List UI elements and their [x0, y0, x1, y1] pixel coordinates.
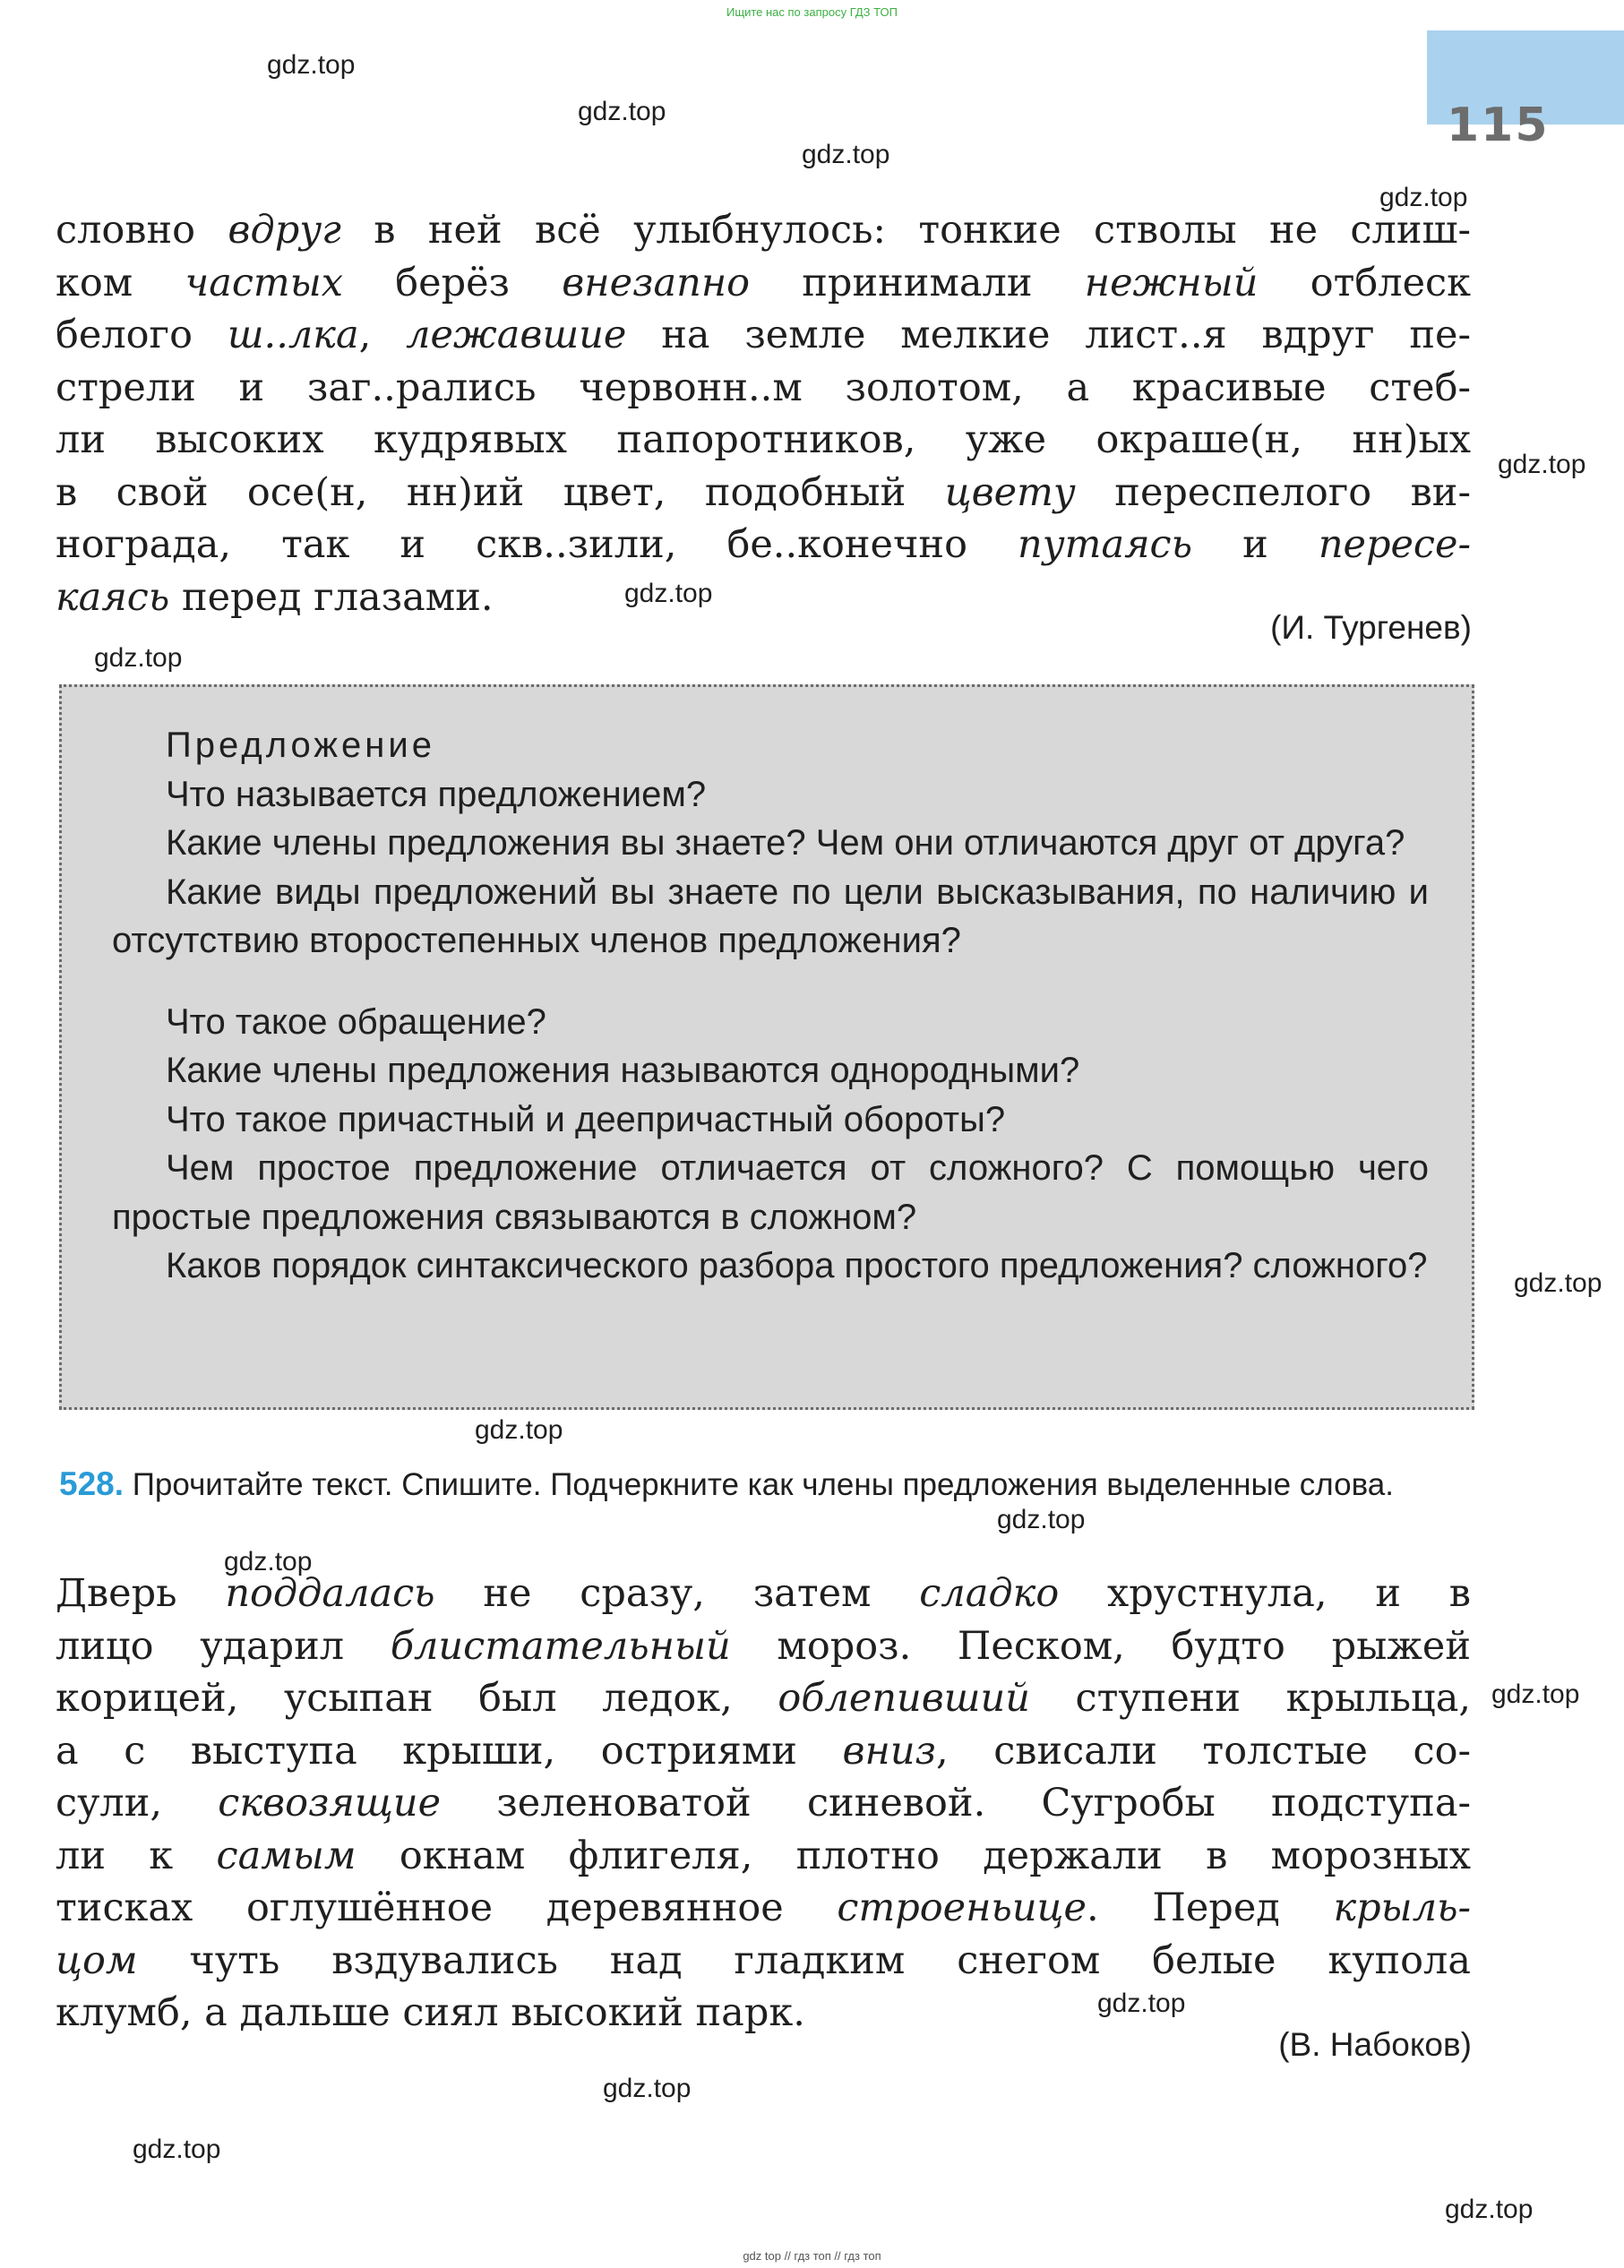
text-line: стрели и заг..рались червонн..м золотом, а красивые стеб-	[56, 365, 1471, 410]
watermark: gdz.top	[1379, 183, 1468, 212]
watermark: gdz.top	[267, 50, 356, 80]
rule-box-title: Предложение	[166, 726, 435, 765]
watermark: gdz.top	[224, 1547, 313, 1576]
text-line: а с выступа крыши, остриями вниз, свисали толстые со-	[56, 1728, 1471, 1774]
text-line: цом чуть вздувались над гладким снегом белые купола	[56, 1937, 1471, 1983]
rule-box	[59, 684, 1474, 1410]
text-line: в свой осе(н, нн)ий цвет, подобный цвету переспелого ви-	[56, 469, 1471, 515]
text-line: лицо ударил блистательный мороз. Песком, будто рыжей	[56, 1623, 1471, 1669]
watermark: gdz.top	[133, 2135, 221, 2164]
highlighted-word: нежный	[1084, 260, 1259, 305]
author-turgenev: (И. Тургенев)	[1270, 609, 1472, 646]
rule-question: Какие виды предложений вы знаете по цели высказывания, по наличию и отсутствию второстепенных членов предложения?	[112, 872, 1429, 960]
passage-nabokov	[56, 1568, 1471, 2040]
highlighted-word: ш..лка	[227, 313, 359, 357]
text-line: клумб, а дальше сиял высокий парк.	[56, 1990, 805, 2035]
highlighted-word: облепивший	[778, 1676, 1030, 1721]
rule-question: Что такое обращение?	[166, 1001, 546, 1042]
highlighted-word: пересе-	[1318, 522, 1471, 567]
watermark: gdz.top	[603, 2074, 692, 2103]
highlighted-word: сладко	[919, 1571, 1060, 1616]
watermark: gdz.top	[1445, 2195, 1534, 2224]
text-line: нограда, так и скв..зили, бе..конечно путаясь и пересе-	[56, 522, 1471, 567]
rule-question: Что называется предложением?	[166, 774, 707, 814]
author-nabokov: (В. Набоков)	[1278, 2026, 1472, 2063]
exercise-instructions: Прочитайте текст. Спишите. Подчеркните как члены предложения выделенные слова.	[132, 1467, 1394, 1502]
rule-question: Какие члены предложения вы знаете? Чем они отличаются друг от друга?	[166, 823, 1405, 863]
watermark: gdz.top	[624, 579, 713, 608]
exercise-number: 528.	[59, 1465, 125, 1502]
rule-question: Каков порядок синтаксического разбора простого предложения? сложного?	[166, 1246, 1428, 1285]
text-line: словно вдруг в ней всё улыбнулось: тонкие стволы не слиш-	[56, 208, 1471, 253]
text-line: сули, сквозящие зеленоватой синевой. Сугробы подступа-	[56, 1781, 1471, 1826]
highlighted-word: цвету	[944, 469, 1076, 515]
bottom-note: gdz top // гдз топ // гдз топ	[743, 2249, 881, 2263]
highlighted-word: лежавшие	[406, 313, 627, 357]
text-line: каясь перед глазами.	[56, 574, 494, 620]
highlighted-word: путаясь	[1018, 522, 1193, 567]
passage-turgenev	[56, 204, 1471, 623]
highlighted-word: строеньице	[837, 1886, 1087, 1930]
rule-question: Какие члены предложения называются однородными?	[166, 1051, 1080, 1090]
highlighted-word: вдруг	[228, 208, 341, 253]
text-line: корицей, усыпан был ледок, облепивший ступени крыльца,	[56, 1676, 1471, 1721]
highlighted-word: каясь	[56, 574, 170, 620]
watermark: gdz.top	[1491, 1680, 1580, 1709]
highlighted-word: самым	[216, 1833, 357, 1878]
text-line: ли к самым окнам флигеля, плотно держали в морозных	[56, 1833, 1471, 1878]
rule-question: Чем простое предложение отличается от сложного? С помощью чего простые предложения связываются в сложном?	[112, 1148, 1429, 1237]
text-line: тисках оглушённое деревянное строеньице. Перед крыль-	[56, 1886, 1472, 1930]
watermark: gdz.top	[94, 643, 183, 673]
highlighted-word: цом	[56, 1937, 138, 1983]
watermark: gdz.top	[475, 1415, 563, 1445]
watermark: gdz.top	[1514, 1268, 1603, 1298]
highlighted-word: крыль-	[1333, 1886, 1472, 1930]
watermark: gdz.top	[802, 140, 890, 169]
text-line: ком частых берёз внезапно принимали нежный отблеск	[56, 260, 1471, 305]
highlighted-word: вниз	[842, 1728, 936, 1774]
text-line: Дверь поддалась не сразу, затем сладко хрустнула, и в	[56, 1571, 1471, 1616]
text-line: белого ш..лка, лежавшие на земле мелкие лист..я вдруг пе-	[56, 313, 1471, 357]
highlighted-word: частых	[185, 260, 343, 305]
top-note: Ищите нас по запросу ГДЗ ТОП	[726, 5, 898, 19]
watermark: gdz.top	[1498, 450, 1586, 479]
watermark: gdz.top	[578, 97, 666, 126]
watermark: gdz.top	[997, 1505, 1086, 1534]
text-line: ли высоких кудрявых папоротников, уже окраше(н, нн)ых	[56, 417, 1471, 462]
highlighted-word: внезапно	[562, 260, 751, 305]
exercise-528	[59, 1462, 1474, 1508]
highlighted-word: поддалась	[225, 1571, 435, 1616]
rule-question: Что такое причастный и деепричастный обороты?	[166, 1099, 1006, 1139]
highlighted-word: блистательный	[390, 1623, 731, 1669]
highlighted-word: сквозящие	[218, 1781, 442, 1826]
watermark: gdz.top	[1097, 1989, 1186, 2018]
page-number: 115	[1447, 99, 1550, 152]
